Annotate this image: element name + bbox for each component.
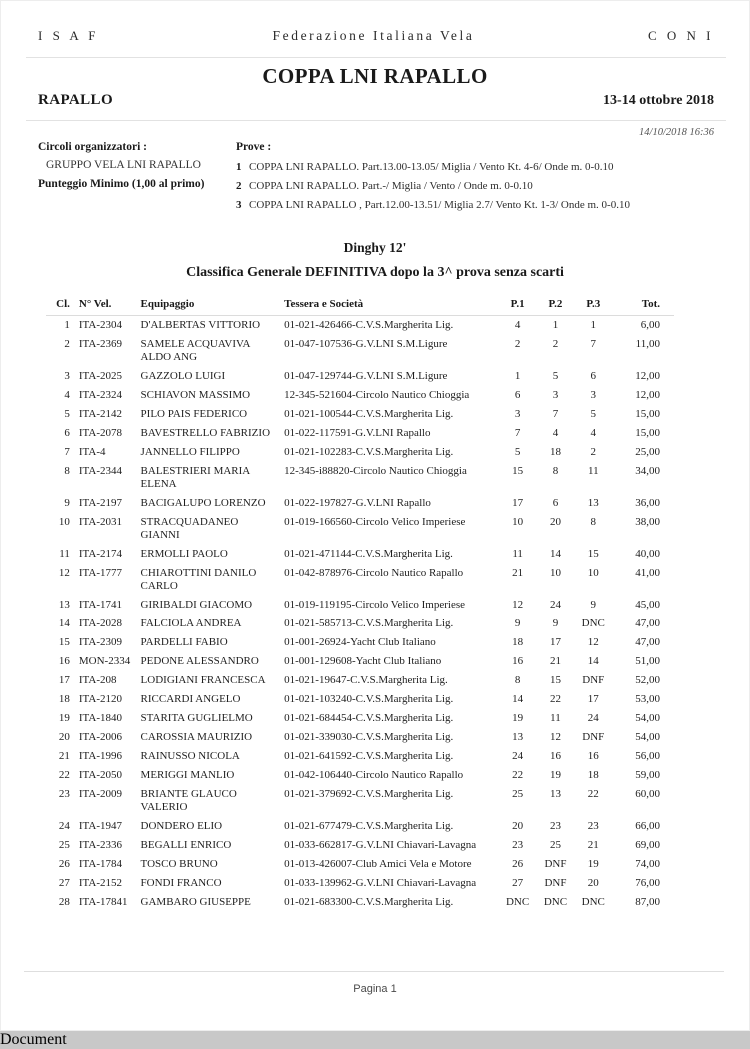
race3-score-cell: DNC	[581, 617, 605, 630]
rank-cell: 13	[58, 598, 70, 611]
rank-cell: 25	[58, 839, 70, 852]
rank-cell: 9	[64, 496, 70, 509]
race-number: 1	[236, 161, 242, 173]
crew-name-cell: RAINUSSO NICOLA	[140, 750, 240, 763]
rank-cell: 24	[58, 820, 70, 833]
table-row	[46, 766, 674, 785]
sail-number-cell: ITA-2031	[78, 515, 122, 528]
table-row	[46, 443, 674, 462]
race3-score-cell: 16	[587, 750, 599, 763]
total-score-cell: 47,00	[635, 636, 660, 649]
race2-score-cell: DNF	[544, 877, 567, 890]
table-row	[46, 386, 674, 405]
race1-score-cell: 15	[512, 464, 524, 477]
sail-number-cell: ITA-2344	[78, 464, 122, 477]
rank-cell: 26	[58, 858, 70, 871]
race-description: COPPA LNI RAPALLO. Part.13.00-13.05/ Miglia / Vento Kt. 4-6/ Onde m. 0-0.10	[249, 161, 614, 173]
crew-name-cell: BEGALLI ENRICO	[140, 839, 232, 852]
results-table-head	[46, 298, 674, 316]
isaf-label: I S A F	[38, 28, 99, 43]
crew-name-cell: SAMELE ACQUAVIVA ALDO ANG	[140, 337, 250, 363]
table-row	[46, 462, 674, 494]
crew-name-cell: PARDELLI FABIO	[140, 636, 228, 649]
sail-number-cell: ITA-1784	[78, 858, 122, 871]
sail-number-cell: ITA-4	[78, 445, 106, 458]
race2-score-cell: 19	[549, 769, 561, 782]
organizers-label: Circoli organizzatori :	[38, 141, 148, 153]
race2-score-cell: 4	[552, 426, 559, 439]
results-table-container	[46, 298, 674, 912]
race3-score-cell: 17	[587, 693, 599, 706]
crew-name-cell: FONDI FRANCO	[140, 877, 222, 890]
total-score-cell: 47,00	[635, 617, 660, 630]
crew-name-cell: LODIGIANI FRANCESCA	[140, 674, 266, 687]
membership-club-cell: 01-013-426007-Club Amici Vela e Motore	[284, 858, 472, 871]
race-number: 3	[236, 199, 242, 211]
rank-cell: 11	[59, 547, 70, 560]
total-score-cell: 12,00	[635, 388, 660, 401]
sail-number-cell: ITA-1947	[78, 820, 122, 833]
race3-score-cell: DNC	[581, 896, 605, 908]
races-block	[236, 141, 716, 218]
race3-score-cell: 24	[587, 712, 599, 725]
results-table	[46, 298, 674, 912]
total-score-cell: 54,00	[635, 731, 660, 744]
table-row	[46, 405, 674, 424]
race3-score-cell: 7	[590, 337, 597, 350]
class-name: Dinghy 12'	[343, 240, 407, 255]
sail-number-cell: ITA-2009	[78, 788, 122, 801]
sail-number-cell: ITA-2304	[78, 319, 122, 331]
race1-score-cell: 21	[512, 566, 524, 579]
total-score-cell: 38,00	[635, 515, 660, 528]
rank-cell: 16	[58, 655, 70, 668]
membership-club-cell: 01-001-129608-Yacht Club Italiano	[284, 655, 442, 668]
sail-number-cell: ITA-2324	[78, 388, 122, 401]
rank-cell: 12	[58, 566, 70, 579]
rank-cell: 8	[64, 464, 70, 477]
table-header-row	[46, 298, 674, 316]
rank-cell: 2	[64, 337, 70, 350]
column-header-total: Tot.	[612, 298, 674, 316]
race1-score-cell: 13	[512, 731, 524, 744]
total-score-cell: 54,00	[635, 712, 660, 725]
total-score-cell: 53,00	[635, 693, 660, 706]
race3-score-cell: 13	[587, 496, 599, 509]
race-item	[236, 199, 716, 211]
table-row	[46, 747, 674, 766]
membership-club-cell: 01-021-641592-C.V.S.Margherita Lig.	[284, 750, 454, 763]
column-header-race1: P.1	[499, 298, 537, 316]
membership-club-cell: 01-001-26924-Yacht Club Italiano	[284, 636, 436, 649]
total-score-cell: 69,00	[635, 839, 660, 852]
total-score-cell: 36,00	[635, 496, 660, 509]
race3-score-cell: 14	[587, 655, 599, 668]
total-score-cell: 52,00	[635, 674, 660, 687]
sail-number-cell: ITA-2078	[78, 426, 122, 439]
table-row	[46, 494, 674, 513]
race1-score-cell: 1	[514, 369, 521, 382]
race1-score-cell: 23	[512, 839, 524, 852]
race1-score-cell: 25	[512, 788, 524, 801]
column-header-club: Tessera e Società	[284, 298, 499, 316]
race2-score-cell: 9	[552, 617, 559, 630]
sail-number-cell: ITA-2197	[78, 496, 122, 509]
federation-label: Federazione Italiana Vela	[272, 28, 475, 43]
rank-cell: 5	[64, 407, 70, 420]
race1-score-cell: 26	[512, 858, 524, 871]
crew-name-cell: TOSCO BRUNO	[140, 858, 218, 871]
membership-club-cell: 01-021-379692-C.V.S.Margherita Lig.	[284, 788, 454, 801]
crew-name-cell: GIRIBALDI GIACOMO	[140, 598, 253, 611]
crew-name-cell: BAVESTRELLO FABRIZIO	[140, 426, 271, 439]
crew-name-cell: PILO PAIS FEDERICO	[140, 407, 248, 420]
crew-name-cell: RICCARDI ANGELO	[140, 693, 241, 706]
table-row	[46, 817, 674, 836]
race3-score-cell: 4	[590, 426, 597, 439]
race3-score-cell: 9	[590, 598, 597, 611]
sail-number-cell: ITA-2369	[78, 337, 122, 350]
race3-score-cell: 10	[587, 566, 599, 579]
coni-label: C O N I	[647, 28, 714, 43]
rank-cell: 1	[64, 319, 70, 331]
column-header-sailno: N° Vel.	[79, 298, 141, 316]
race1-score-cell: 10	[512, 515, 524, 528]
race3-score-cell: 21	[587, 839, 599, 852]
column-header-crew: Equipaggio	[141, 298, 285, 316]
crew-name-cell: D'ALBERTAS VITTORIO	[140, 319, 261, 331]
scoring-system-label: Punteggio Minimo (1,00 al primo)	[38, 178, 205, 190]
crew-name-cell: STRACQUADANEO GIANNI	[140, 515, 239, 541]
membership-club-cell: 01-022-117591-G.V.LNI Rapallo	[284, 426, 431, 439]
results-table-body	[46, 316, 674, 912]
total-score-cell: 56,00	[635, 750, 660, 763]
table-row	[46, 671, 674, 690]
sail-number-cell: ITA-2152	[78, 877, 122, 890]
race2-score-cell: 1	[552, 319, 559, 331]
membership-club-cell: 01-033-662817-G.V.LNI Chiavari-Lavagna	[284, 839, 477, 852]
table-row	[46, 874, 674, 893]
table-row	[46, 513, 674, 545]
scan-artifact-line	[26, 57, 726, 58]
race1-score-cell: 3	[514, 407, 521, 420]
rank-cell: 18	[58, 693, 70, 706]
rank-cell: 21	[58, 750, 70, 763]
organizers-block	[38, 141, 238, 190]
race3-score-cell: 1	[590, 319, 597, 331]
membership-club-cell: 01-021-19647-C.V.S.Margherita Lig.	[284, 674, 448, 687]
page-number-label: Pagina 1	[353, 983, 397, 995]
race1-score-cell: 17	[512, 496, 524, 509]
crew-name-cell: ERMOLLI PAOLO	[140, 547, 228, 560]
table-row	[46, 633, 674, 652]
total-score-cell: 15,00	[635, 407, 660, 420]
table-row	[46, 564, 674, 596]
race3-score-cell: 15	[587, 547, 599, 560]
race3-score-cell: 23	[587, 820, 599, 833]
sail-number-cell: ITA-2050	[78, 769, 122, 782]
document-header	[38, 28, 714, 44]
race3-score-cell: DNF	[582, 731, 605, 744]
race-description: COPPA LNI RAPALLO , Part.12.00-13.51/ Miglia 2.7/ Vento Kt. 1-3/ Onde m. 0-0.10	[249, 199, 630, 211]
rank-cell: 14	[58, 617, 70, 630]
race3-score-cell: 2	[590, 445, 597, 458]
race3-score-cell: 12	[587, 636, 599, 649]
race1-score-cell: 16	[512, 655, 524, 668]
total-score-cell: 41,00	[635, 566, 660, 579]
rank-cell: 4	[64, 388, 70, 401]
sail-number-cell: ITA-2336	[78, 839, 122, 852]
race3-score-cell: 20	[587, 877, 599, 890]
crew-name-cell: CAROSSIA MAURIZIO	[140, 731, 253, 744]
rank-cell: 17	[58, 674, 70, 687]
total-score-cell: 51,00	[635, 655, 660, 668]
race1-score-cell: 8	[514, 674, 521, 687]
membership-club-cell: 01-042-106440-Circolo Nautico Rapallo	[284, 769, 464, 782]
table-row	[46, 614, 674, 633]
table-row	[46, 836, 674, 855]
total-score-cell: 60,00	[635, 788, 660, 801]
rank-cell: 27	[58, 877, 70, 890]
sail-number-cell: ITA-17841	[78, 896, 128, 908]
sail-number-cell: ITA-1777	[78, 566, 122, 579]
table-row	[46, 709, 674, 728]
printed-timestamp: 14/10/2018 16:36	[639, 127, 714, 138]
crew-name-cell: JANNELLO FILIPPO	[140, 445, 240, 458]
race-item	[236, 180, 716, 192]
race1-score-cell: 4	[514, 319, 521, 331]
crew-name-cell: PEDONE ALESSANDRO	[140, 655, 259, 668]
sail-number-cell: ITA-2142	[78, 407, 122, 420]
crew-name-cell: GAMBARO GIUSEPPE	[140, 896, 251, 908]
membership-club-cell: 01-019-119195-Circolo Velico Imperiese	[284, 598, 465, 611]
race1-score-cell: DNC	[505, 896, 530, 908]
table-row	[46, 316, 674, 335]
classification-title: Classifica Generale DEFINITIVA dopo la 3^ prova senza scarti	[186, 265, 564, 280]
race1-score-cell: 6	[514, 388, 521, 401]
race2-score-cell: DNF	[544, 858, 567, 871]
sail-number-cell: ITA-1996	[78, 750, 122, 763]
column-header-race3: P.3	[574, 298, 612, 316]
race1-score-cell: 11	[512, 547, 523, 560]
membership-club-cell: 01-019-166560-Circolo Velico Imperiese	[284, 515, 466, 528]
crew-name-cell: BRIANTE GLAUCO VALERIO	[140, 788, 237, 814]
membership-club-cell: 01-021-103240-C.V.S.Margherita Lig.	[284, 693, 454, 706]
rank-cell: 6	[64, 426, 70, 439]
sail-number-cell: ITA-2174	[78, 547, 122, 560]
rank-cell: 19	[58, 712, 70, 725]
race2-score-cell: 16	[549, 750, 561, 763]
table-row	[46, 652, 674, 671]
table-row	[46, 335, 674, 367]
total-score-cell: 66,00	[635, 820, 660, 833]
sail-number-cell: ITA-1741	[78, 598, 122, 611]
total-score-cell: 25,00	[635, 445, 660, 458]
race2-score-cell: 14	[549, 547, 561, 560]
race2-score-cell: DNC	[543, 896, 568, 908]
membership-club-cell: 01-021-677479-C.V.S.Margherita Lig.	[284, 820, 454, 833]
race2-score-cell: 25	[549, 839, 561, 852]
rank-cell: 15	[58, 636, 70, 649]
race-item	[236, 161, 716, 173]
membership-club-cell: 01-033-139962-G.V.LNI Chiavari-Lavagna	[284, 877, 477, 890]
membership-club-cell: 01-021-426466-C.V.S.Margherita Lig.	[284, 319, 454, 331]
membership-club-cell: 01-021-683300-C.V.S.Margherita Lig.	[284, 896, 454, 908]
crew-name-cell: MERIGGI MANLIO	[140, 769, 235, 782]
races-label: Prove :	[236, 141, 272, 153]
race-list	[236, 161, 716, 211]
event-date: 13-14 ottobre 2018	[603, 93, 714, 108]
race2-score-cell: 13	[549, 788, 561, 801]
rank-cell: 22	[58, 769, 70, 782]
table-row	[46, 728, 674, 747]
table-row	[46, 545, 674, 564]
race2-score-cell: 15	[549, 674, 561, 687]
total-score-cell: 12,00	[635, 369, 660, 382]
membership-club-cell: 01-021-684454-C.V.S.Margherita Lig.	[284, 712, 454, 725]
race1-score-cell: 5	[514, 445, 521, 458]
membership-club-cell: 12-345-i88820-Circolo Nautico Chioggia	[284, 464, 467, 477]
table-row	[46, 424, 674, 443]
race2-score-cell: 3	[552, 388, 559, 401]
footer-divider	[24, 971, 724, 972]
crew-name-cell: DONDERO ELIO	[140, 820, 223, 833]
race2-score-cell: 11	[550, 712, 561, 725]
race2-score-cell: 7	[552, 407, 559, 420]
table-row	[46, 893, 674, 912]
race-number: 2	[236, 180, 242, 192]
crew-name-cell: BACIGALUPO LORENZO	[140, 496, 266, 509]
venue-label: RAPALLO	[38, 92, 114, 108]
total-score-cell: 40,00	[635, 547, 660, 560]
sail-number-cell: ITA-2025	[78, 369, 122, 382]
column-header-race2: P.2	[537, 298, 575, 316]
membership-club-cell: 01-042-878976-Circolo Nautico Rapallo	[284, 566, 464, 579]
membership-club-cell: 01-047-107536-G.V.LNI S.M.Ligure	[284, 337, 448, 350]
race2-score-cell: 12	[549, 731, 561, 744]
race3-score-cell: 3	[590, 388, 597, 401]
race3-score-cell: 5	[590, 407, 597, 420]
total-score-cell: 6,00	[640, 319, 660, 331]
sail-number-cell: ITA-2006	[78, 731, 122, 744]
membership-club-cell: 01-021-339030-C.V.S.Margherita Lig.	[284, 731, 454, 744]
membership-club-cell: 01-022-197827-G.V.LNI Rapallo	[284, 496, 431, 509]
table-row	[46, 690, 674, 709]
scan-artifact-line	[26, 120, 726, 121]
race1-score-cell: 18	[512, 636, 524, 649]
membership-club-cell: 12-345-521604-Circolo Nautico Chioggia	[284, 388, 470, 401]
race2-score-cell: 23	[549, 820, 561, 833]
total-score-cell: 87,00	[635, 896, 660, 908]
table-row	[46, 785, 674, 817]
race2-score-cell: 2	[552, 337, 559, 350]
total-score-cell: 34,00	[635, 464, 660, 477]
race-description: COPPA LNI RAPALLO. Part.-/ Miglia / Vento / Onde m. 0-0.10	[249, 180, 533, 192]
race2-score-cell: 8	[552, 464, 559, 477]
crew-name-cell: SCHIAVON MASSIMO	[140, 388, 251, 401]
race1-score-cell: 7	[514, 426, 521, 439]
membership-club-cell: 01-021-100544-C.V.S.Margherita Lig.	[284, 407, 454, 420]
race1-score-cell: 14	[512, 693, 524, 706]
rank-cell: 3	[64, 369, 70, 382]
race1-score-cell: 2	[514, 337, 521, 350]
membership-club-cell: 01-021-102283-C.V.S.Margherita Lig.	[284, 445, 454, 458]
race1-score-cell: 19	[512, 712, 524, 725]
sail-number-cell: ITA-1840	[78, 712, 122, 725]
total-score-cell: 15,00	[635, 426, 660, 439]
race2-score-cell: 18	[549, 445, 561, 458]
sail-number-cell: ITA-2120	[78, 693, 122, 706]
race2-score-cell: 5	[552, 369, 559, 382]
race3-score-cell: 22	[587, 788, 599, 801]
membership-club-cell: 01-021-585713-C.V.S.Margherita Lig.	[284, 617, 454, 630]
sail-number-cell: MON-2334	[78, 655, 131, 668]
race2-score-cell: 17	[549, 636, 561, 649]
total-score-cell: 11,00	[635, 337, 660, 350]
event-title: COPPA LNI RAPALLO	[262, 64, 488, 88]
crew-name-cell: STARITA GUGLIELMO	[140, 712, 253, 725]
race2-score-cell: 21	[549, 655, 561, 668]
table-row	[46, 367, 674, 386]
race3-score-cell: 8	[590, 515, 597, 528]
rank-cell: 20	[58, 731, 70, 744]
race1-score-cell: 27	[512, 877, 524, 890]
rank-cell: 28	[58, 896, 70, 908]
crew-name-cell: FALCIOLA ANDREA	[140, 617, 242, 630]
race3-score-cell: 6	[590, 369, 597, 382]
membership-club-cell: 01-047-129744-G.V.LNI S.M.Ligure	[284, 369, 448, 382]
table-row	[46, 855, 674, 874]
race2-score-cell: 24	[549, 598, 561, 611]
race2-score-cell: 20	[549, 515, 561, 528]
sail-number-cell: ITA-208	[78, 674, 117, 687]
race3-score-cell: DNF	[582, 674, 605, 687]
organizing-club: GRUPPO VELA LNI RAPALLO	[46, 159, 201, 171]
crew-name-cell: CHIAROTTINI DANILO CARLO	[140, 566, 257, 592]
race1-score-cell: 24	[512, 750, 524, 763]
race3-score-cell: 18	[587, 769, 599, 782]
sail-number-cell: ITA-2309	[78, 636, 122, 649]
rank-cell: 23	[58, 788, 70, 801]
total-score-cell: 74,00	[635, 858, 660, 871]
race3-score-cell: 19	[587, 858, 599, 871]
race2-score-cell: 6	[552, 496, 559, 509]
race2-score-cell: 22	[549, 693, 561, 706]
rank-cell: 7	[64, 445, 70, 458]
table-row	[46, 596, 674, 615]
race1-score-cell: 22	[512, 769, 524, 782]
total-score-cell: 59,00	[635, 769, 660, 782]
total-score-cell: 76,00	[635, 877, 660, 890]
race1-score-cell: 12	[512, 598, 524, 611]
crew-name-cell: BALESTRIERI MARIA ELENA	[140, 464, 250, 490]
race1-score-cell: 9	[514, 617, 521, 630]
race3-score-cell: 11	[588, 464, 599, 477]
rank-cell: 10	[58, 515, 70, 528]
crew-name-cell: GAZZOLO LUIGI	[140, 369, 226, 382]
membership-club-cell: 01-021-471144-C.V.S.Margherita Lig.	[284, 547, 453, 560]
column-header-rank: Cl.	[46, 298, 79, 316]
race1-score-cell: 20	[512, 820, 524, 833]
race2-score-cell: 10	[549, 566, 561, 579]
sail-number-cell: ITA-2028	[78, 617, 122, 630]
total-score-cell: 45,00	[635, 598, 660, 611]
